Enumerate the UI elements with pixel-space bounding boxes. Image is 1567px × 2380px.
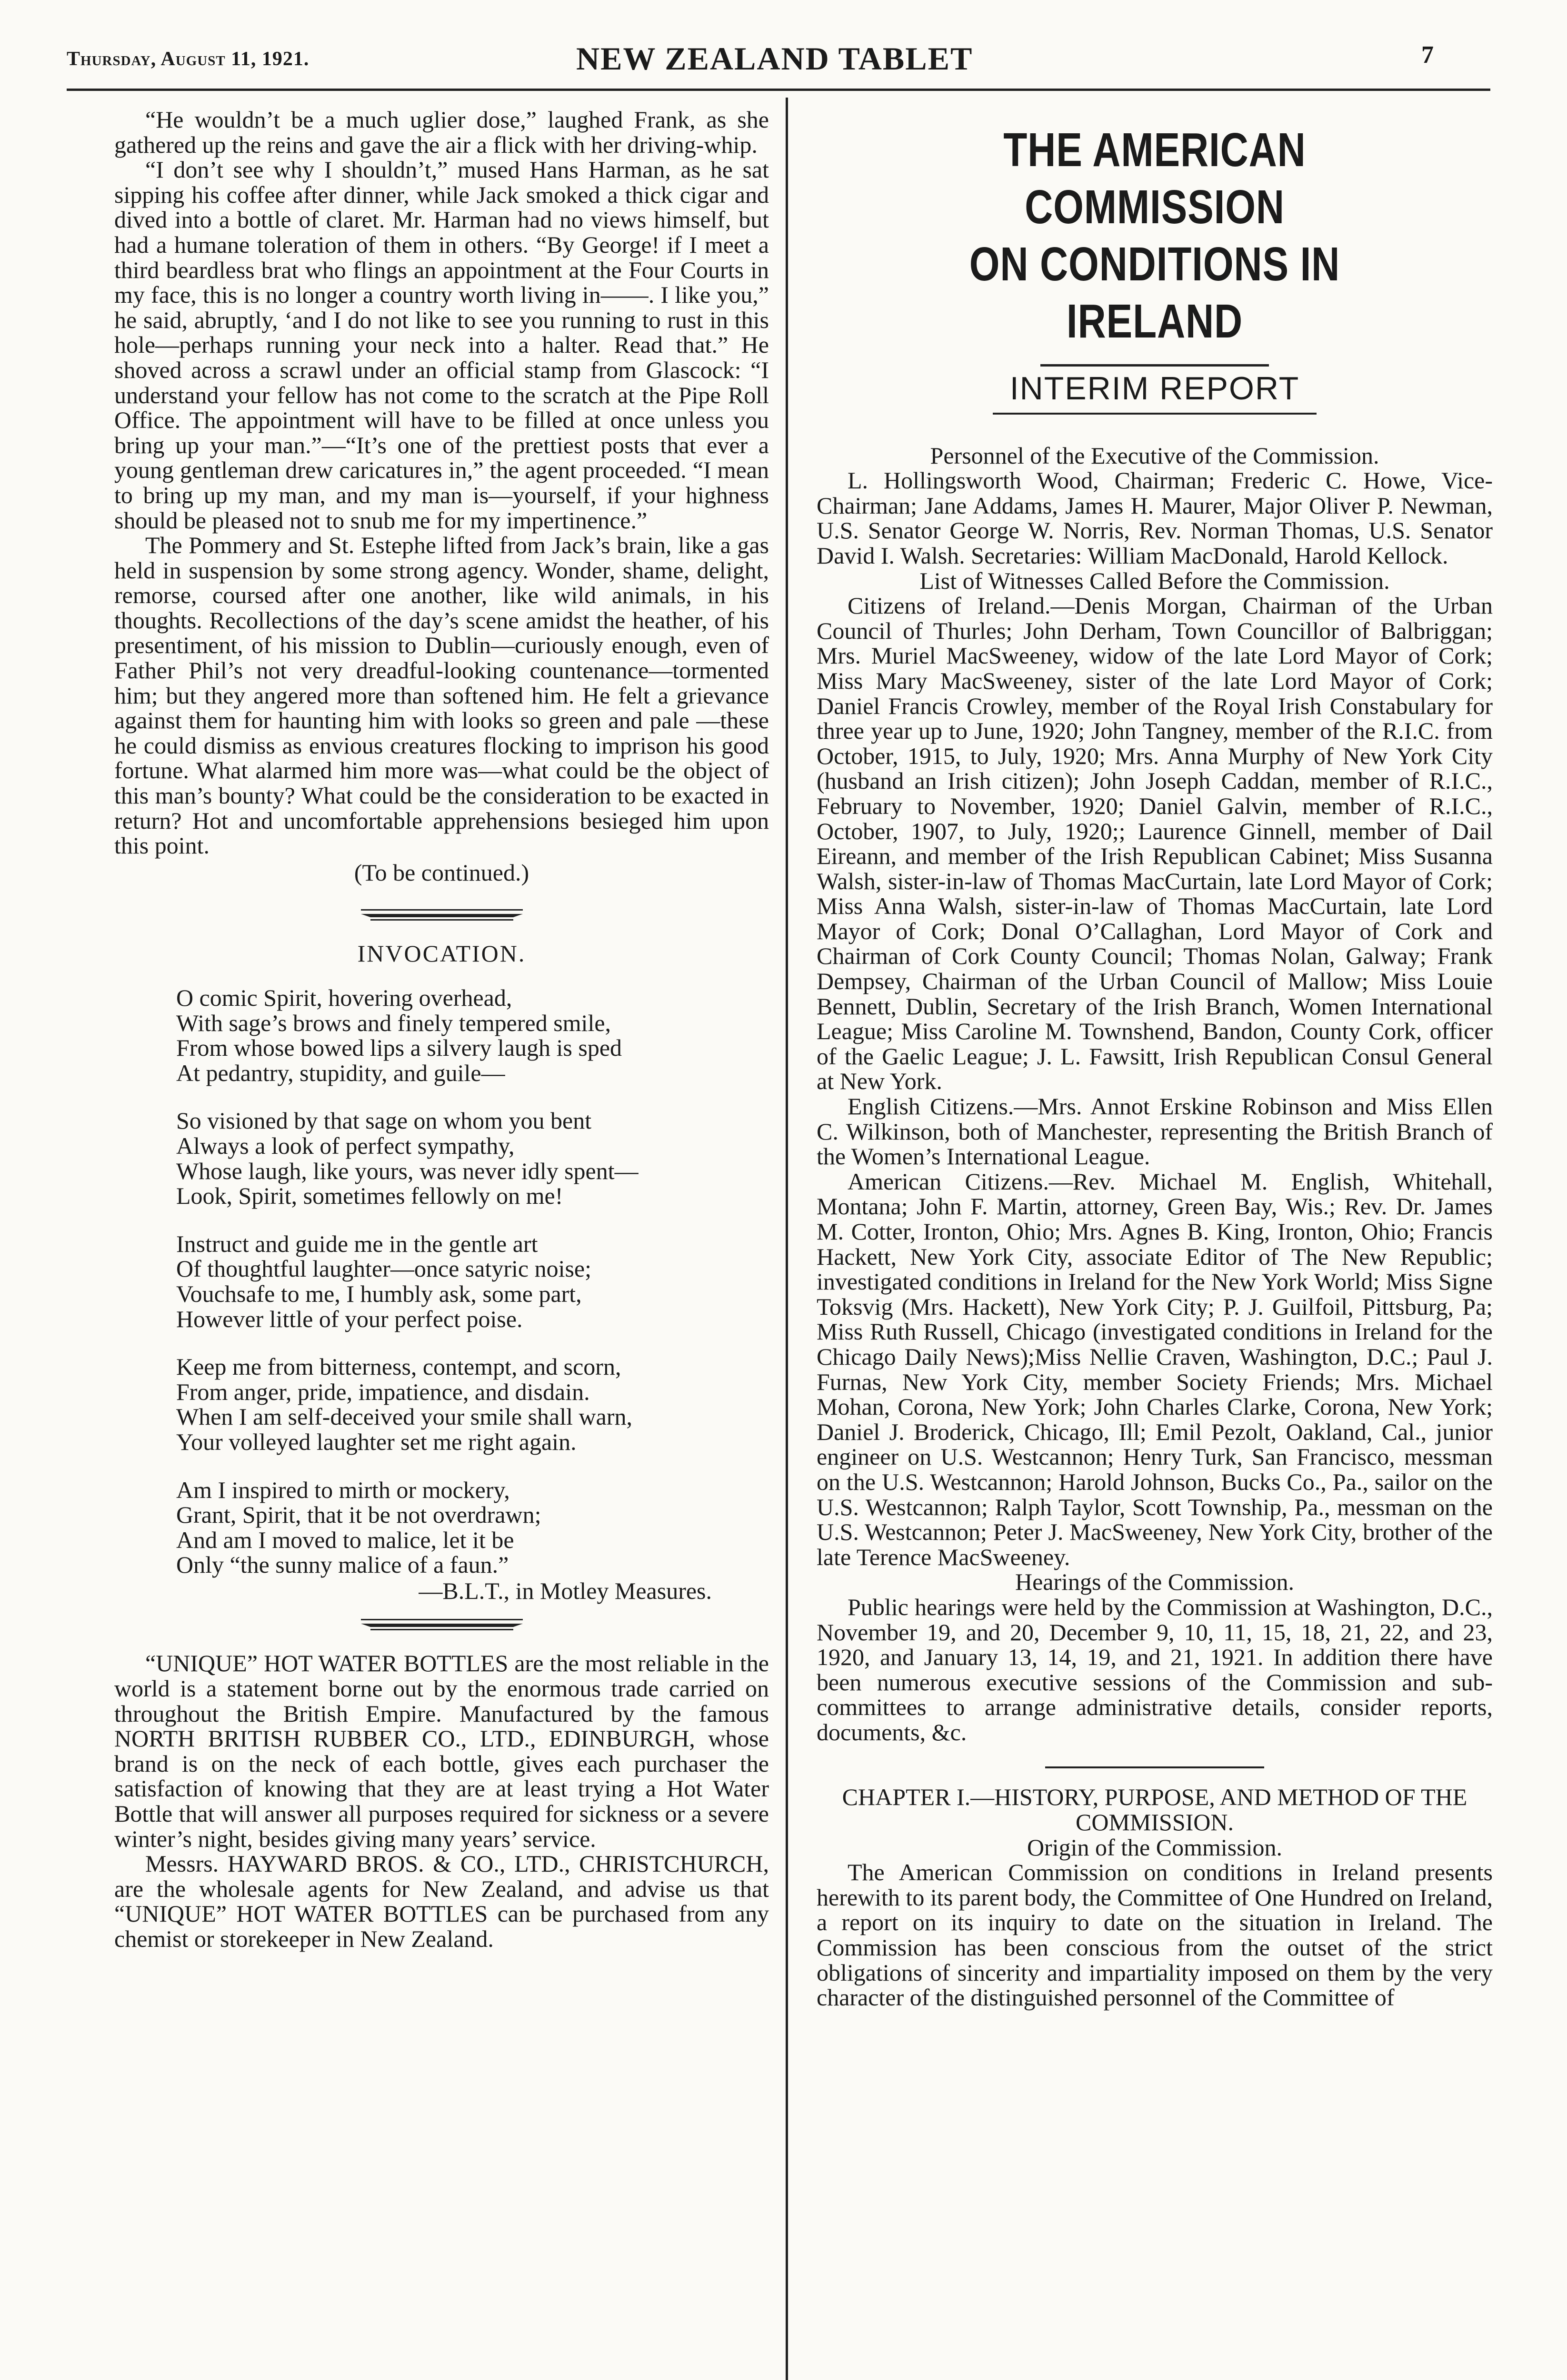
report-paragraph: L. Hollingsworth Wood, Chairman; Frederic C. Howe, Vice-Chairman; Jane Addams, James H. Maurer, Major Oliver P. Newman, U.S. Senator George W. Norris, Rev. Norman Thomas, U.S. Senator David I. Walsh. Secretaries: William MacDonald, Harold Kellock. [817, 467, 1493, 569]
poem-stanza [176, 1478, 769, 1577]
section-heading: Origin of the Commission. [1027, 1834, 1283, 1861]
poem-line: From anger, pride, impatience, and disdain. [176, 1378, 590, 1405]
poem-stanza [176, 1354, 769, 1454]
poem-stanza [176, 985, 769, 1085]
subtitle-rule [993, 413, 1317, 415]
poem-line: And am I moved to malice, let it be [176, 1526, 514, 1553]
section-heading: List of Witnesses Called Before the Commission. [919, 567, 1390, 594]
poem-attribution: —B.L.T., in Motley Measures. [419, 1577, 712, 1604]
issue-date: Thursday, August 11, 1921. [67, 48, 309, 70]
poem-title: INVOCATION. [357, 940, 526, 967]
poem-line: Instruct and guide me in the gentle art [176, 1230, 538, 1257]
title-rule [1040, 364, 1269, 367]
report-subtitle: INTERIM REPORT [1009, 370, 1300, 407]
ad-paragraph: Messrs. HAYWARD BROS. & CO., LTD., CHRISTCHURCH, are the wholesale agents for New Zealand, and advise us that “UNIQUE” HOT WATER BOTTLES can be purchased from any chemist or storekeeper in New Zealand. [114, 1850, 769, 1952]
report-paragraph: American Citizens.—Rev. Michael M. English, Whitehall, Montana; John F. Martin, attorney, Green Bay, Wis.; Rev. Dr. James M. Cotter, Ironton, Ohio; Mrs. Agnes B. King, Ironton, Ohio; Francis Hackett, New York City, associate Editor of The New Republic; investigated conditions in Ireland for the New York World; Miss Signe Toksvig (Mrs. Hackett), New York City; P. J. Guilfoil, Pittsburg, Pa; Miss Ruth Russell, Chicago (investigated conditions in Ireland for the Chicago Daily News);Miss Nellie Craven, Washington, D.C.; Paul J. Furnas, New York City, member Society Friends; Mrs. Michael Mohan, Corona, New York; John Charles Clarke, Corona, New York; Daniel J. Broderick, Chicago, Ill; Emil Pezolt, Oakland, Cal., junior engineer on U.S. Westcannon; Henry Turk, San Francisco, messman on the U.S. Westcannon; Harold Johnson, Bucks Co., Pa., sailor on the U.S. Westcannon; Ralph Taylor, Scott Township, Pa., messman on the U.S. Westcannon; Peter J. MacSweeney, New York City, brother of the late Terence MacSweeney. [817, 1168, 1493, 1570]
poem-stanza [176, 1231, 769, 1331]
poem-line: From whose bowed lips a silvery laugh is sped [176, 1034, 622, 1061]
poem-line: So visioned by that sage on whom you bent [176, 1107, 592, 1134]
poem-line: Of thoughtful laughter—once satyric noise; [176, 1255, 591, 1282]
poem-line: O comic Spirit, hovering overhead, [176, 984, 512, 1011]
poem-line: Vouchsafe to me, I humbly ask, some part, [176, 1280, 582, 1307]
poem-line: However little of your perfect poise. [176, 1305, 523, 1332]
poem-line: Always a look of perfect sympathy, [176, 1132, 515, 1159]
poem-line: When I am self-deceived your smile shall warn, [176, 1403, 632, 1430]
masthead-title: NEW ZEALAND TABLET [576, 40, 973, 77]
poem-line: With sage’s brows and finely tempered smile, [176, 1009, 611, 1036]
page-number: 7 [1421, 41, 1434, 69]
poem-line: Your volleyed laughter set me right again. [176, 1428, 577, 1455]
story-paragraph: “He wouldn’t be a much uglier dose,” laughed Frank, as she gathered up the reins and gave the air a flick with her driving-whip. [114, 106, 769, 158]
right-column [817, 121, 1493, 2010]
poem-line: Whose laugh, like yours, was never idly spent— [176, 1157, 639, 1184]
report-title-line1: THE AMERICAN COMMISSION [1003, 123, 1306, 234]
report-paragraph: Public hearings were held by the Commission at Washington, D.C., November 19, and 20, December 9, 10, 11, 15, 18, 21, 22, and 23, 1920, and January 13, 14, 19, and 21, 1921. In addition there have been numerous executive sessions of the Commission and sub-committees to arrange administrative details, consider reports, documents, &c. [817, 1593, 1493, 1745]
poem-line: Only “the sunny malice of a faun.” [176, 1551, 509, 1578]
to-be-continued: (To be continued.) [354, 859, 529, 886]
story-paragraph: “I don’t see why I shouldn’t,” mused Hans Harman, as he sat sipping his coffee after dinner, while Jack smoked a thick cigar and dived into a bottle of claret. Mr. Harman had no views himself, but had a humane toleration of them in others. “By George! if I meet a third beardless brat who flings an appointment at the Four Courts in my face, this is no longer a country worth living in——. I like you,” he said, abruptly, ‘and I do not like to see you running to rust in this hole—perhaps running your neck into a halter. Read that.” He shoved across a scrawl under an official stamp from Glascock: “I understand your fellow has not come to the scratch at the Pipe Roll Office. The appointment will have to be filled at once unless you bring up your man.”—“It’s one of the prettiest posts that ever a young gentleman drew caricatures in,” the agent proceeded. “I mean to bring up my man, and my man is—yourself, if your highness should be pleased not to snub me for my impertinence.” [114, 156, 769, 534]
report-paragraph: The American Commission on conditions in Ireland presents herewith to its parent body, the Committee of One Hundred on Ireland, a report on its inquiry to date on the situation in Ireland. The Commission has been conscious from the outset of the strict obligations of sincerity and impartiality imposed on them by the very character of the distinguished personnel of the Committee of [817, 1859, 1493, 2011]
ad-paragraph: “UNIQUE” HOT WATER BOTTLES are the most reliable in the world is a statement borne out by the enormous trade carried on throughout the British Empire. Manufactured by the famous NORTH BRITISH RUBBER CO., LTD., EDINBURGH, whose brand is on the neck of each bottle, gives each purchaser the satisfaction of knowing that they are at least trying a Hot Water Bottle that will answer all purposes required for sickness or a severe winter’s night, besides giving many years’ service. [114, 1650, 769, 1852]
poem-line: Keep me from bitterness, contempt, and scorn, [176, 1353, 621, 1380]
chapter-heading: CHAPTER I.—HISTORY, PURPOSE, AND METHOD OF THE COMMISSION. [842, 1784, 1467, 1836]
column-divider [786, 98, 788, 2380]
section-heading: Personnel of the Executive of the Commission. [930, 442, 1379, 469]
report-title-line2: ON CONDITIONS IN IRELAND [969, 238, 1340, 348]
ornamental-rule [361, 1617, 523, 1632]
section-heading: Hearings of the Commission. [1015, 1568, 1295, 1596]
left-column [114, 107, 769, 1952]
poem-line: Look, Spirit, sometimes fellowly on me! [176, 1182, 563, 1210]
poem-stanza [176, 1108, 769, 1208]
story-paragraph: The Pommery and St. Estephe lifted from Jack’s brain, like a gas held in suspension by some strong agency. Wonder, shame, delight, remorse, coursed after one another, like wild animals, in his thoughts. Recollections of the day’s scene amidst the heather, of his presentiment, of his mission to Dublin—curiously enough, even of Father Phil’s not very dreadful-looking countenance—tormented him; but they angered more than softened him. He felt a grievance against them for haunting him with looks so green and pale —these he could dismiss as envious creatures flocking to imprison his good fortune. What alarmed him more was—what could be the object of this man’s bounty? What could be the consideration to be exacted in return? Hot and uncomfortable apprehensions besieged him upon this point. [114, 532, 769, 859]
report-paragraph: Citizens of Ireland.—Denis Morgan, Chairman of the Urban Council of Thurles; John Derham, Town Councillor of Balbriggan; Mrs. Muriel MacSweeney, widow of the late Lord Mayor of Cork; Miss Mary MacSweeney, sister of the late Lord Mayor of Cork; Daniel Francis Crowley, member of the Royal Irish Constabulary for three year up to June, 1920; John Tangney, member of the R.I.C. from October, 1915, to July, 1920; Mrs. Anna Murphy of New York City (husband an Irish citizen); John Joseph Caddan, member of R.I.C., February to November, 1920; Daniel Galvin, member of R.I.C., October, 1907, to July, 1920;; Laurence Ginnell, member of Dail Eireann, and member of the Irish Republican Cabinet; Miss Susanna Walsh, sister-in-law of Thomas MacCurtain, late Lord Mayor of Cork; Miss Anna Walsh, sister-in-law of Thomas MacCurtain, late Lord Mayor of Cork; Donal O’Callaghan, Lord Mayor of Cork and Chairman of Cork County Council; Thomas Nolan, Galway; Frank Dempsey, Chairman of the Urban Council of Mallow; Miss Louie Bennett, Dublin, Secretary of the Irish Branch, Women International League; Miss Caroline M. Townshend, Bandon, County Cork, officer of the Gaelic League; J. L. Fawsitt, Irish Republican Consul General at New York. [817, 592, 1493, 1095]
section-rule [1045, 1766, 1264, 1768]
poem-line: At pedantry, stupidity, and guile— [176, 1059, 505, 1086]
header-rule [67, 89, 1490, 91]
report-paragraph: English Citizens.—Mrs. Annot Erskine Robinson and Miss Ellen C. Wilkinson, both of Manchester, representing the British Branch of the Women’s International League. [817, 1093, 1493, 1170]
poem-line: Am I inspired to mirth or mockery, [176, 1476, 510, 1503]
ornamental-rule [361, 908, 523, 922]
poem-line: Grant, Spirit, that it be not overdrawn; [176, 1501, 541, 1528]
